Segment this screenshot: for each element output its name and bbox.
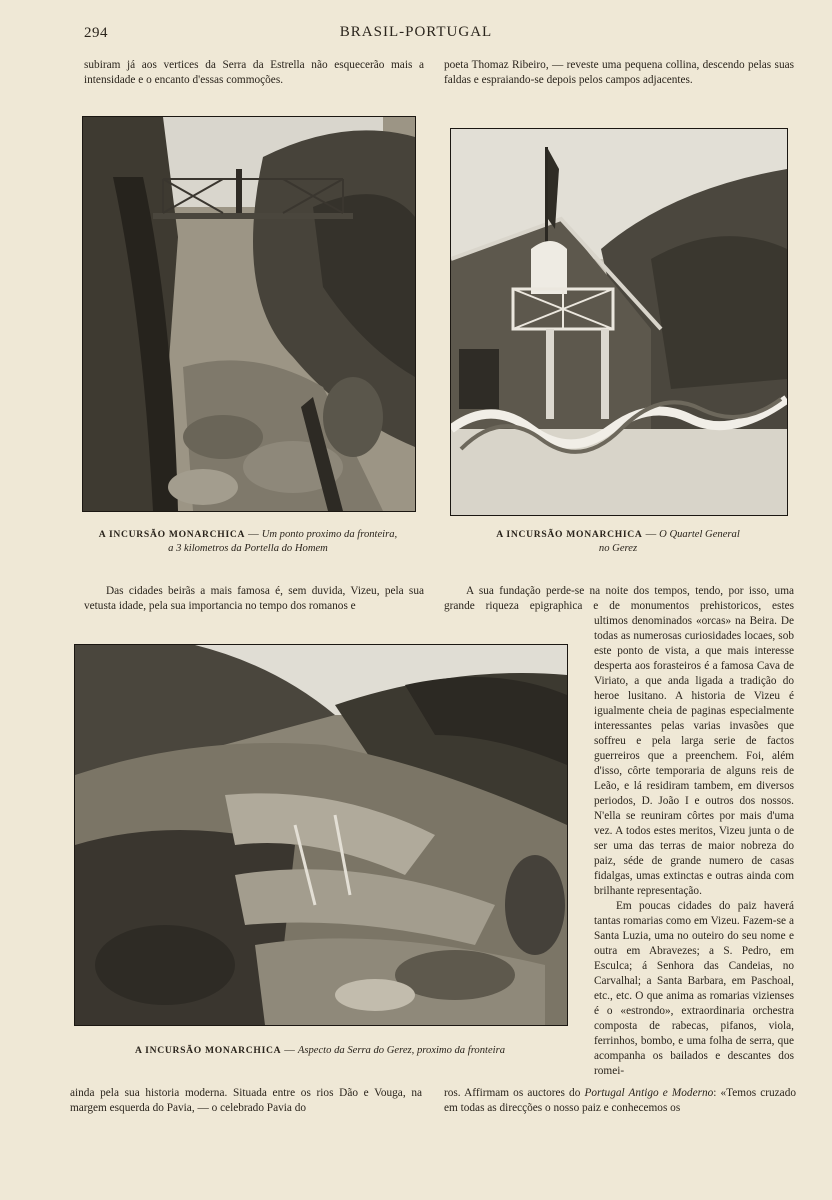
photo-headquarters-image <box>451 129 787 515</box>
photo-headquarters <box>450 128 788 516</box>
running-head: BRASIL-PORTUGAL <box>339 24 493 40</box>
photo-ravine-bridge-image <box>83 117 415 511</box>
bottom-text-right: ros. Affirmam os auctores do Portugal Antigo e Moderno: «Temos cruzado em todas as direcções o nosso paiz e conhecemos os <box>444 1087 796 1114</box>
paragraph: ultimos denominados «orcas» na Beira. De todas as numerosas curiosidades locaes, sob este ponto de vista, a que mais interesse desperta aos forasteiros é a famosa Cava de Viriato, a que anda ligada a tradição do heroe lusitano. A historia de Vizeu é igualmente cheia de paginas especialmente interessantes pelas varias invasões que soffreu e pela larga serie de factos guerreiros que a preenchem. Foi, além d'isso, côrte temporaria de alguns reis de Leão, e lá residiram tambem, em diversos periodos, D. João I e outros dos nossos. N'ella se reuniram côrtes por mais d'uma vez. A todos estes meritos, Vizeu junta o de ser uma das terras de maior nobreza do paiz, séde de grande numero de casas fidalgas, umas extinctas e outras ainda com brilhante representação. <box>594 615 794 897</box>
top-text-right: poeta Thomaz Ribeiro, — reveste uma pequena collina, descendo pelas suas faldas e espraiando-se depois pelos campos adjacentes. <box>444 59 794 86</box>
mid-text-right: A sua fundação perde-se na noite dos tempos, tendo, por isso, uma grande riqueza epigraphica e de monumentos prehistoricos, estes <box>444 585 794 612</box>
caption-title: A INCURSÃO MONARCHICA <box>134 1045 282 1056</box>
caption-line: no Gerez <box>598 543 638 554</box>
caption-line: Um ponto proximo da fronteira, <box>261 529 398 540</box>
mid-text-left: Das cidades beirãs a mais famosa é, sem duvida, Vizeu, pela sua vetusta idade, pela sua importancia no tempo dos romanos e <box>84 585 424 612</box>
photo-ravine-bridge <box>82 116 416 512</box>
right-column-text <box>594 614 794 1079</box>
photo-serra-gerez-image <box>75 645 567 1025</box>
caption-figure-1: A INCURSÃO MONARCHICA — Um ponto proximo da fronteira, a 3 kilometros da Portella do Homem <box>98 529 398 554</box>
caption-line: Aspecto da Serra do Gerez, proximo da fronteira <box>297 1045 506 1056</box>
photo-serra-gerez <box>74 644 568 1026</box>
caption-figure-2: A INCURSÃO MONARCHICA — O Quartel General no Gerez <box>496 529 740 554</box>
caption-figure-3: A INCURSÃO MONARCHICA — Aspecto da Serra do Gerez, proximo da fronteira <box>134 1045 506 1056</box>
page-number: 294 <box>84 25 108 41</box>
book-title: Portugal Antigo e Moderno <box>584 1087 714 1099</box>
caption-line: O Quartel General <box>659 529 740 540</box>
caption-title: A INCURSÃO MONARCHICA <box>496 529 643 540</box>
top-text-left: subiram já aos vertices da Serra da Estrella não esquecerão mais a intensidade e o encanto d'essas commoções. <box>84 59 424 86</box>
bottom-text-left: ainda pela sua historia moderna. Situada entre os rios Dão e Vouga, na margem esquerda do Pavia, — o celebrado Pavia do <box>70 1087 422 1114</box>
caption-line: a 3 kilometros da Portella do Homem <box>168 543 328 554</box>
paragraph: Em poucas cidades do paiz haverá tantas romarias como em Vizeu. Fazem-se a Santa Luzia, uma no outeiro do seu nome e outra em Abravezes; a S. Pedro, em Esculca; á Senhora das Candeias, no Carvalhal; a Santa Barbara, em Paschoal, etc., etc. O que anima as romarias vizienses é o «estrondo», extraordinaria orchestra composta de rabecas, pifanos, viola, ferrinhos, bombo, e uma folha de serra, que acompanha os bailados e descantes dos romei- <box>594 900 794 1077</box>
caption-title: A INCURSÃO MONARCHICA <box>98 529 246 540</box>
